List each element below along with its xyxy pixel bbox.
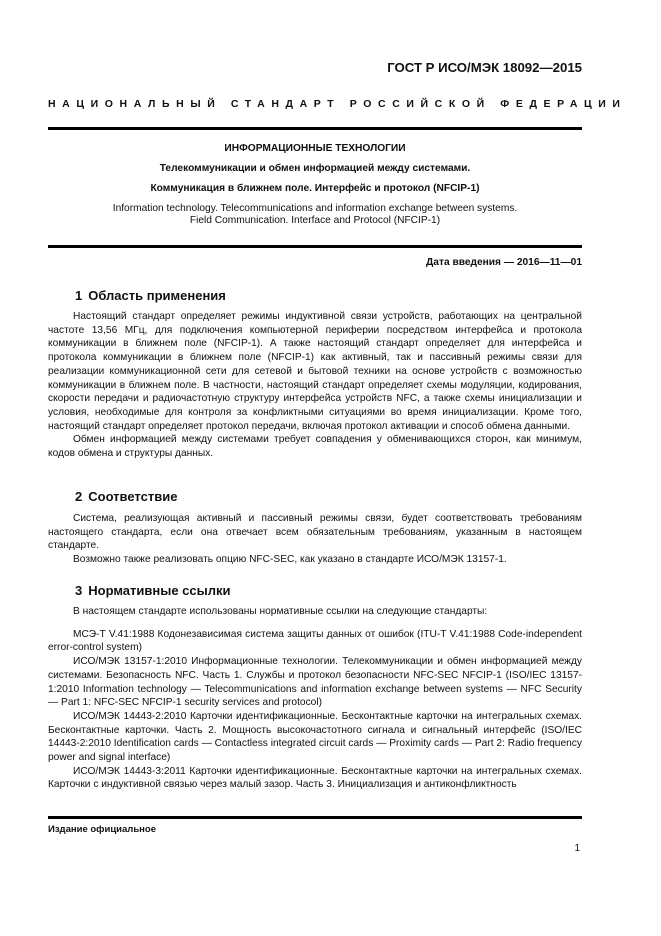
section-body-3 [48, 605, 582, 792]
title-rule [48, 245, 582, 248]
title-main: ИНФОРМАЦИОННЫЕ ТЕХНОЛОГИИ [224, 143, 406, 154]
title-block [48, 143, 582, 227]
section-number: 1 [75, 288, 83, 303]
title-english-2: Field Communication. Interface and Protocol (NFCIP-1) [189, 215, 441, 226]
references-intro: В настоящем стандарте использованы нормативные ссылки на следующие стандарты: [73, 606, 488, 617]
page-number: 1 [574, 843, 580, 854]
title-english-1: Information technology. Telecommunications and information exchange between systems. [112, 203, 518, 214]
paragraph: Настоящий стандарт определяет режимы индуктивной связи устройств, работающих на центральной частоте 13,56 МГц, для подключения компьютерной периферии посредством интерфейса и протокола коммуникации в ближнем поле (NFCIP-1). А также настоящий стандарт определяет для интерфейса и протокола коммуникации в ближнем поле (NFCIP-1) как активный, так и пассивный режимы связи для реализации коммуникационной сети для сетевой и бытовой техники на основе устройств с возможностью коммуникации в ближнем поле. В частности, настоящий стандарт определяет схемы модуляции, кодирования, скорости передачи и радиочастотную структуру интерфейса устройств NFC, а также схемы инициализации и условия, необходимые для контроля за конфликтными ситуациями во время инициализации. Кроме того, настоящий стандарт определяет протокол передачи, включая протокол активации и способ обмена данными. [48, 311, 582, 432]
reference-item: ИСО/МЭК 14443-2:2010 Карточки идентификационные. Бесконтактные карточки на интегральных схемах. Бесконтактные карточки. Часть 2. Мощность высокочастотного сигнала и сигнальный интерфейс (ISO/IEC 14443-2:2010 Identification cards — Contactless integrated circuit cards — Proximity cards — Part 2: Radio frequency power and signal interface) [48, 710, 582, 764]
paragraph: Обмен информацией между системами требует совпадения у обменивающихся сторон, как минимум, кодов обмена и структуры данных. [48, 434, 582, 460]
header-rule [48, 127, 582, 130]
section-title: Нормативные ссылки [88, 583, 231, 598]
section-heading-1 [75, 288, 226, 303]
section-body-2 [48, 512, 582, 567]
section-title: Область применения [88, 288, 226, 303]
reference-item: ИСО/МЭК 14443-3:2011 Карточки идентификационные. Бесконтактные карточки на интегральных схемах. Карточки с индуктивной связью через малый зазор. Часть 3. Инициализация и антиконфликтность [48, 765, 582, 791]
national-standard-banner: НАЦИОНАЛЬНЫЙ СТАНДАРТ РОССИЙСКОЙ ФЕДЕРАЦИИ [48, 98, 627, 110]
section-heading-2 [75, 489, 177, 504]
title-sub-1: Телекоммуникации и обмен информацией между системами. [159, 163, 471, 174]
paragraph: Система, реализующая активный и пассивный режимы связи, будет соответствовать требованиям настоящего стандарта, если она отвечает всем обязательным требованиям, указанным в настоящем стандарте. [48, 513, 582, 552]
official-edition-label: Издание официальное [48, 824, 156, 835]
title-sub-2: Коммуникация в ближнем поле. Интерфейс и протокол (NFCIP-1) [150, 183, 480, 194]
section-heading-3 [75, 583, 230, 598]
section-title: Соответствие [88, 489, 178, 504]
introduction-date: Дата введения — 2016—11—01 [426, 257, 582, 268]
paragraph: Возможно также реализовать опцию NFC-SEC, как указано в стандарте ИСО/МЭК 13157-1. [73, 554, 507, 566]
section-number: 2 [75, 489, 83, 504]
reference-item: ИСО/МЭК 13157-1:2010 Информационные технологии. Телекоммуникации и обмен информацией между системами. Безопасность NFC. Часть 1. Службы и протокол безопасности NFC-SEC NFCIP-1 (ISO/IEC 13157-1:2010 Information technology — Telecommunications and information exchange between systems — NFC Security — Part 1: NFC-SEC NFCIP-1 security services and protocol) [48, 656, 582, 709]
reference-item: МСЭ-Т V.41:1988 Кодонезависимая система защиты данных от ошибок (ITU-T V.41:1988 Code-independent error-control system) [48, 628, 582, 654]
document-number: ГОСТ Р ИСО/МЭК 18092—2015 [387, 60, 582, 75]
footer-rule [48, 816, 582, 819]
section-body-1 [48, 310, 582, 461]
section-number: 3 [75, 583, 83, 598]
